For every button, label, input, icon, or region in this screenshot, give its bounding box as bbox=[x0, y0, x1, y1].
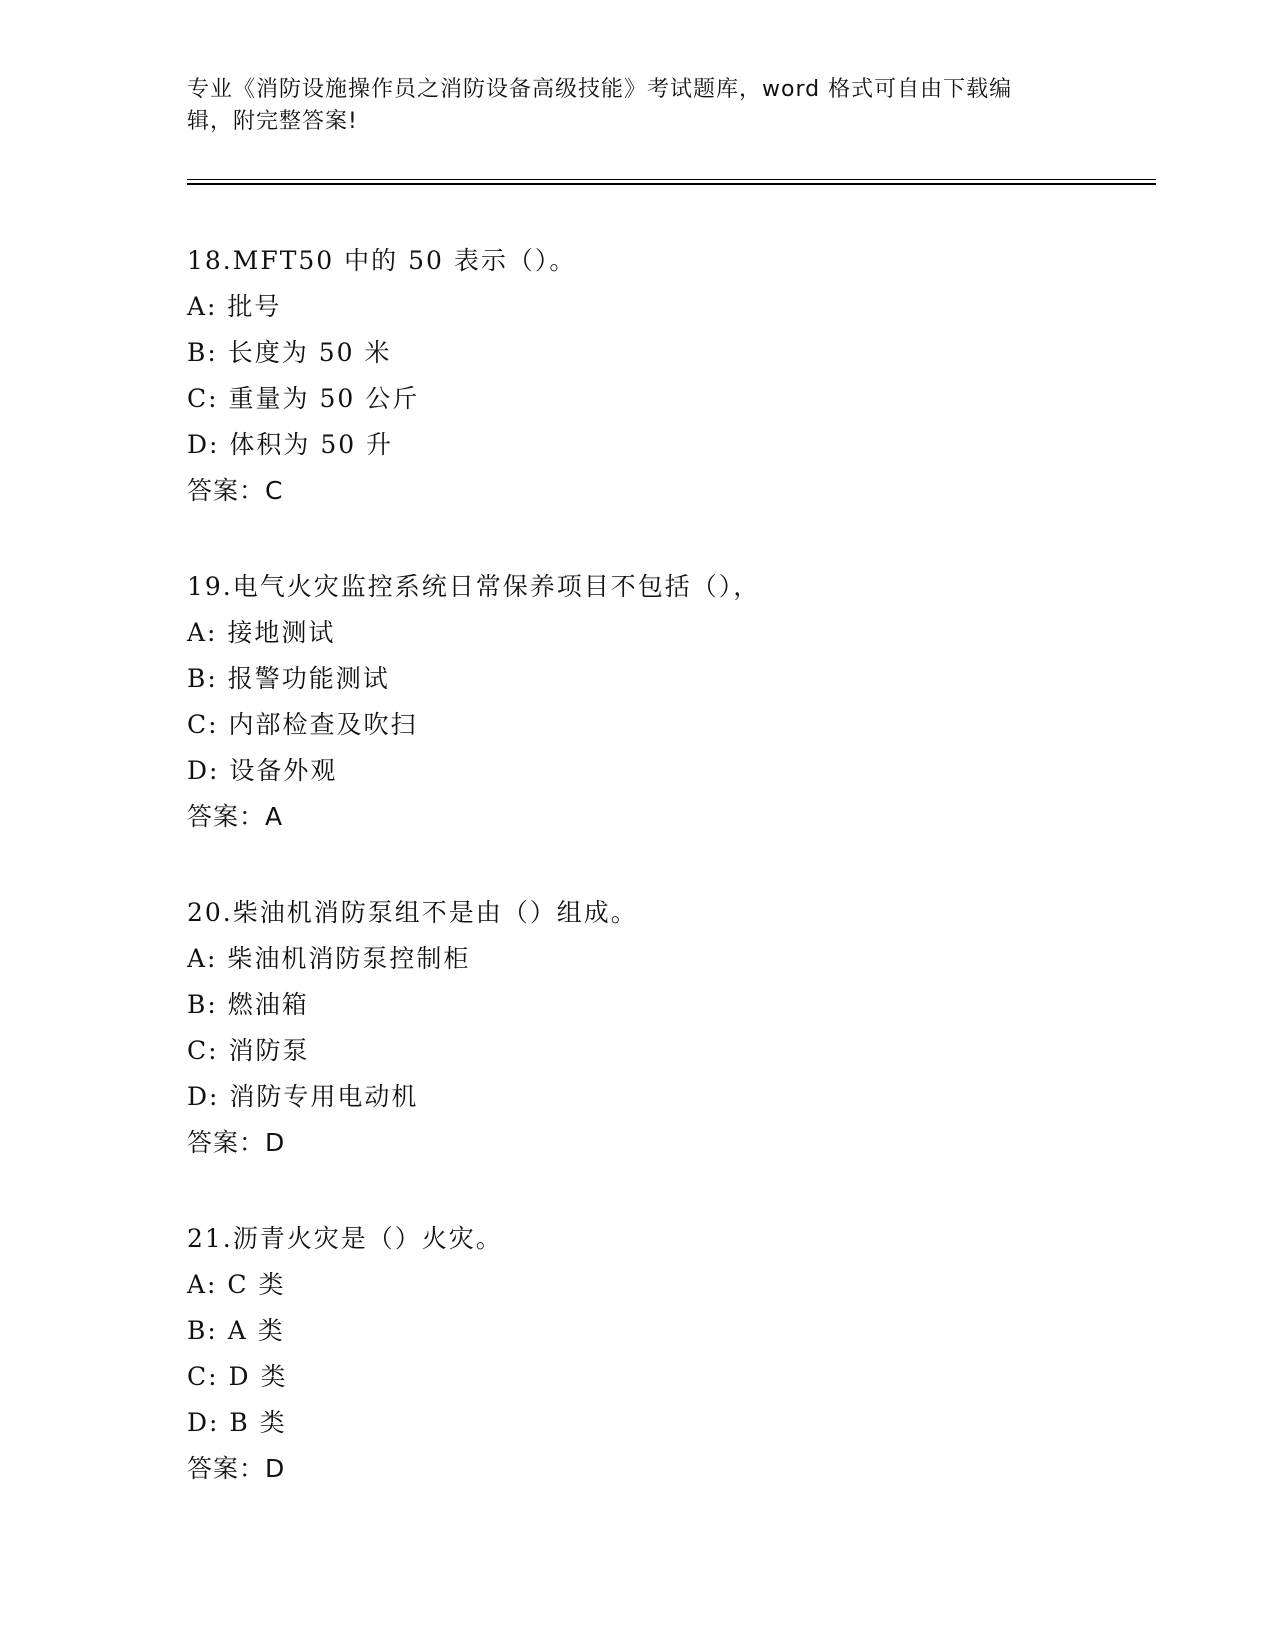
header-divider-thick bbox=[187, 183, 1156, 185]
question-20 bbox=[187, 890, 1087, 1166]
question-21 bbox=[187, 1216, 1087, 1492]
option-a: A: 批号 bbox=[187, 292, 282, 321]
question-stem: 20.柴油机消防泵组不是由（）组成。 bbox=[187, 898, 638, 927]
option-d: D: 设备外观 bbox=[187, 756, 338, 785]
option-d: D: 体积为 50 升 bbox=[187, 430, 394, 459]
answer-line: 答案：D bbox=[187, 1454, 286, 1483]
option-a: A: C 类 bbox=[187, 1270, 286, 1299]
option-c: C: D 类 bbox=[187, 1362, 288, 1391]
question-list bbox=[187, 238, 1087, 1542]
option-a: A: 接地测试 bbox=[187, 618, 336, 647]
answer-line: 答案：A bbox=[187, 802, 284, 831]
option-c: C: 重量为 50 公斤 bbox=[187, 384, 420, 413]
header-line-2: 辑，附完整答案! bbox=[187, 109, 358, 134]
option-a: A: 柴油机消防泵控制柜 bbox=[187, 944, 471, 973]
option-b: B: A 类 bbox=[187, 1316, 285, 1345]
question-stem: 21.沥青火灾是（）火灾。 bbox=[187, 1224, 503, 1253]
answer-line: 答案：D bbox=[187, 1128, 286, 1157]
option-b: B: 报警功能测试 bbox=[187, 664, 390, 693]
answer-line: 答案：C bbox=[187, 476, 284, 505]
question-19 bbox=[187, 564, 1087, 840]
header-line-1: 专业《消防设施操作员之消防设备高级技能》考试题库，word 格式可自由下载编 bbox=[187, 77, 1013, 102]
option-c: C: 消防泵 bbox=[187, 1036, 310, 1065]
option-d: D: 消防专用电动机 bbox=[187, 1082, 419, 1111]
option-d: D: B 类 bbox=[187, 1408, 287, 1437]
question-18 bbox=[187, 238, 1087, 514]
question-stem: 18.MFT50 中的 50 表示（）。 bbox=[187, 246, 577, 275]
header-divider-thin bbox=[187, 179, 1156, 180]
question-stem: 19.电气火灾监控系统日常保养项目不包括（）， bbox=[187, 572, 761, 601]
option-b: B: 燃油箱 bbox=[187, 990, 309, 1019]
document-header bbox=[187, 74, 1087, 138]
option-c: C: 内部检查及吹扫 bbox=[187, 710, 418, 739]
option-b: B: 长度为 50 米 bbox=[187, 338, 392, 367]
